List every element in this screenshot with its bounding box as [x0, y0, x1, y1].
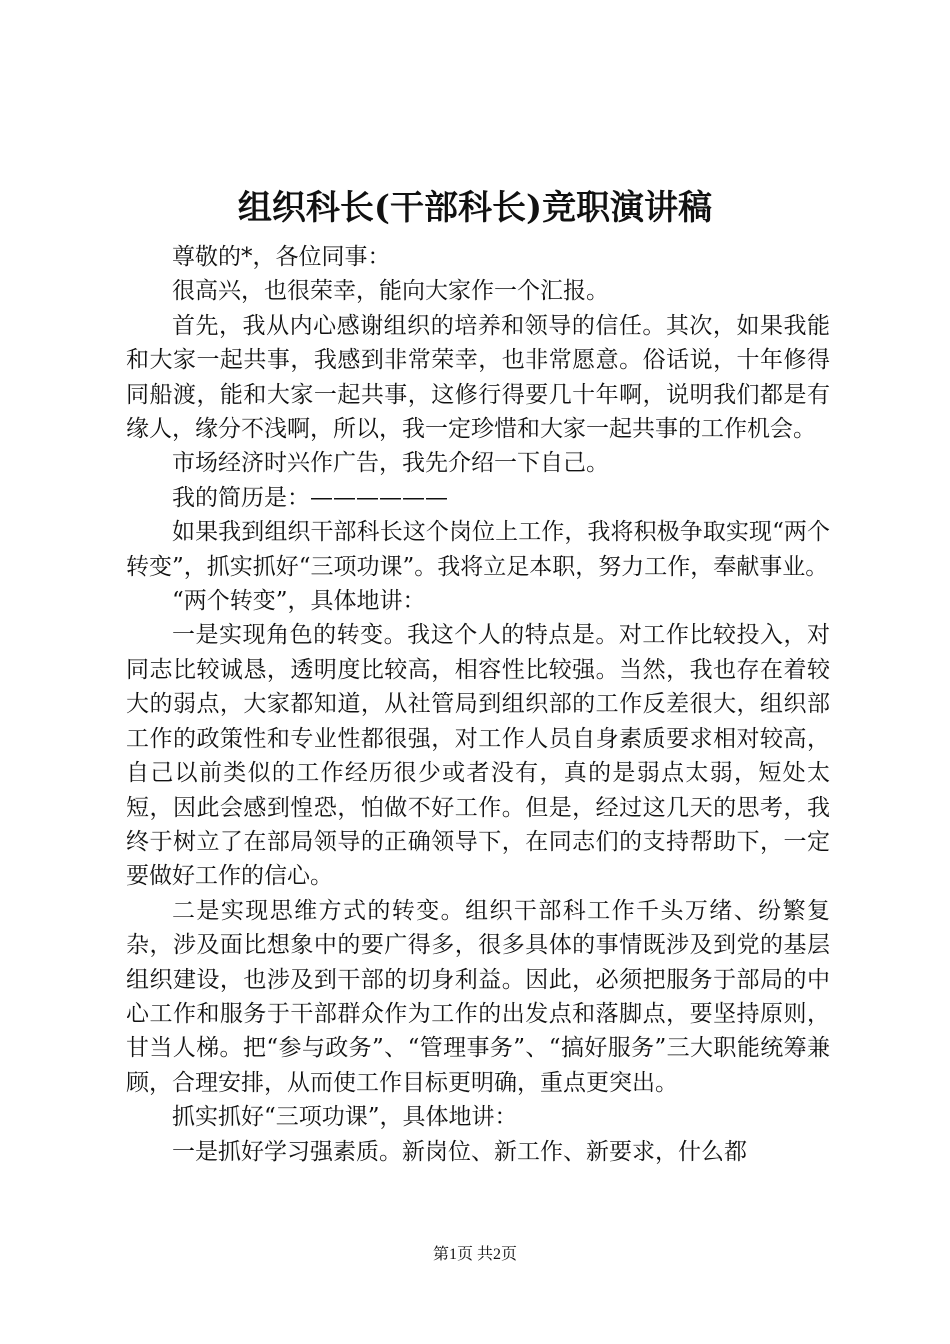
paragraph: 很高兴，也很荣幸，能向大家作一个汇报。	[172, 278, 609, 305]
paragraph: 如果我到组织干部科长这个岗位上工作，我将积极争取实现“两个转变”，抓实抓好“三项功课”。我将立足本职，努力工作，奉献事业。	[126, 519, 830, 580]
paragraph: 市场经济时兴作广告，我先介绍一下自己。	[172, 450, 609, 477]
paragraph: 抓实抓好“三项功课”，具体地讲：	[172, 1104, 518, 1131]
document-title: 组织科长(干部科长)竞职演讲稿	[237, 188, 713, 228]
paragraph: 首先，我从内心感谢组织的培养和领导的信任。其次，如果我能和大家一起共事，我感到非常荣幸，也非常愿意。俗话说，十年修得同船渡，能和大家一起共事，这修行得要几十年啊，说明我们都是有缘人，缘分不浅啊，所以，我一定珍惜和大家一起共事的工作机会。	[126, 312, 830, 443]
document-body	[126, 240, 830, 1169]
page-footer: 第1页 共2页	[432, 1246, 517, 1263]
paragraph: 一是实现角色的转变。我这个人的特点是。对工作比较投入，对同志比较诚恳，透明度比较高，相容性比较强。当然，我也存在着较大的弱点，大家都知道，从社管局到组织部的工作反差很大，组织部工作的政策性和专业性都很强，对工作人员自身素质要求相对较高，自己以前类似的工作经历很少或者没有，真的是弱点太弱，短处太短，因此会感到惶恐，怕做不好工作。但是，经过这几天的思考，我终于树立了在部局领导的正确领导下，在同志们的支持帮助下，一定要做好工作的信心。	[126, 622, 830, 890]
paragraph: 尊敬的*，各位同事：	[172, 244, 391, 270]
paragraph: 二是实现思维方式的转变。组织干部科工作千头万绪、纷繁复杂，涉及面比想象中的要广得多，很多具体的事情既涉及到党的基层组织建设，也涉及到干部的切身利益。因此，必须把服务于部局的中心工作和服务于干部群众作为工作的出发点和落脚点，要坚持原则，甘当人梯。把“参与政务”、“管理事务”、“搞好服务”三大职能统筹兼顾，合理安排，从而使工作目标更明确，重点更突出。	[126, 897, 830, 1096]
paragraph: 我的简历是：——————	[172, 484, 448, 511]
paragraph: 一是抓好学习强素质。新岗位、新工作、新要求，什么都	[172, 1138, 747, 1165]
paragraph: “两个转变”，具体地讲：	[172, 588, 426, 615]
